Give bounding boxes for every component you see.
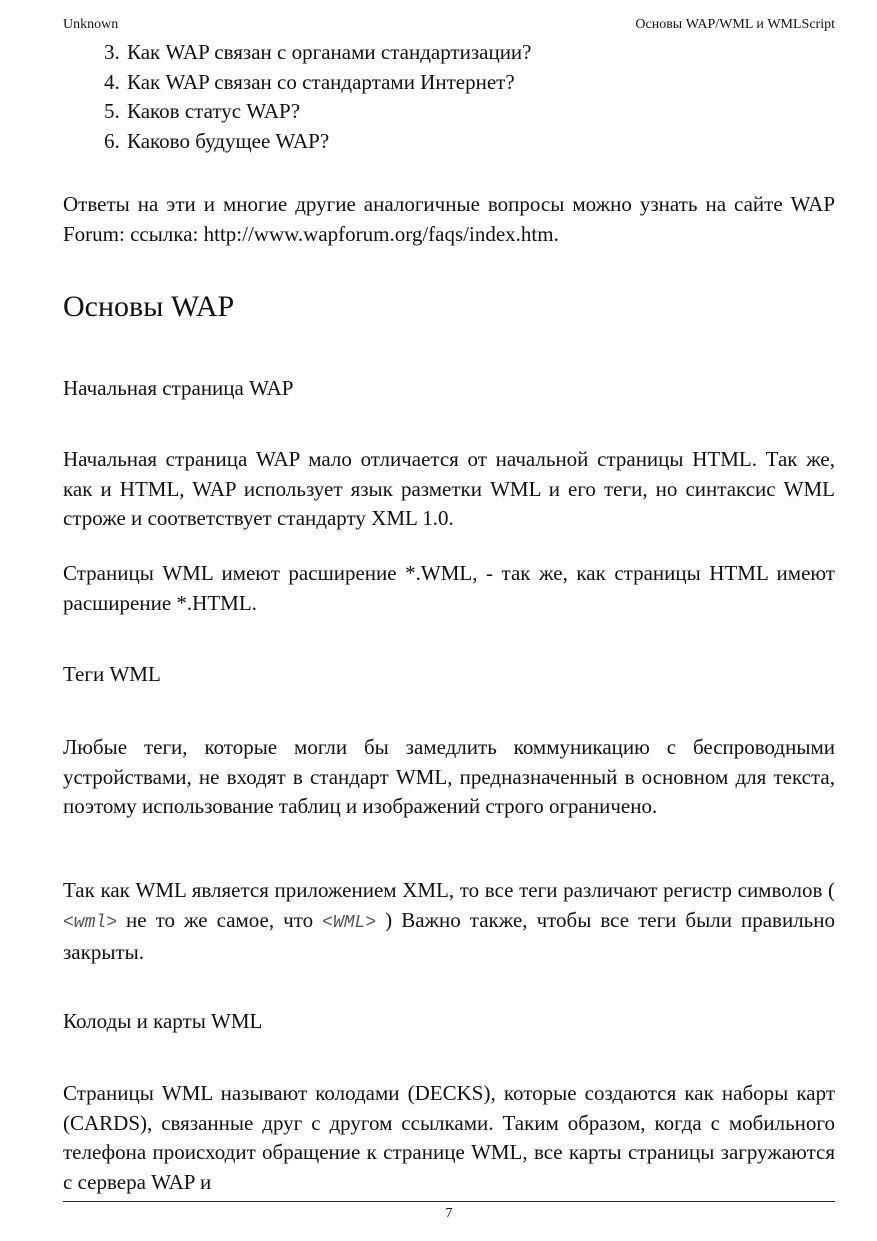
home-paragraph-2: Страницы WML имеют расширение *.WML, - так же, как страницы HTML имеют расширение *.HTML. — [63, 561, 835, 615]
code-lowercase-wml: <wml> — [63, 912, 118, 933]
list-item: 5. Каков статус WAP? — [125, 97, 532, 127]
tags-paragraph-2-text-a: Так как WML является приложением XML, то все теги различают регистр символов ( — [63, 878, 835, 902]
subsection-title-decks: Колоды и карты WML — [63, 1009, 263, 1033]
header-right: Основы WAP/WML и WMLScript — [635, 17, 835, 32]
list-item: 3. Как WAP связан с органами стандартизации? — [125, 38, 532, 68]
section-title: Основы WAP — [63, 290, 235, 323]
tags-paragraph-1: Любые теги, которые могли бы замедлить коммуникацию с беспроводными устройствами, не входят в стандарт WML, предназначенный в основном для текста, поэтому использование таблиц и изображений строго ограничено. — [63, 735, 835, 818]
subsection-title-home: Начальная страница WAP — [63, 376, 294, 400]
tags-paragraph-2-text-c: ) Важно также, чтобы все теги были правильно закрыты. — [63, 907, 835, 964]
tags-paragraph-2 — [63, 876, 835, 968]
answers-paragraph: Ответы на эти и многие другие аналогичные вопросы можно узнать на сайте WAP Forum: ссылка: http://www.wapforum.org/faqs/index.htm. — [63, 192, 835, 246]
header-left: Unknown — [63, 17, 119, 32]
list-item: 6. Каково будущее WAP? — [125, 127, 532, 157]
code-uppercase-wml: <WML> — [322, 912, 377, 933]
page-number: 7 — [445, 1206, 453, 1221]
home-paragraph-1: Начальная страница WAP мало отличается от начальной страницы HTML. Так же, как и HTML, WAP использует язык разметки WML и его теги, но синтаксис WML строже и соответствует стандарту XML 1.0. — [63, 447, 835, 530]
decks-paragraph-1: Страницы WML называют колодами (DECKS), которые создаются как наборы карт (CARDS), связанные друг с другом ссылками. Таким образом, когда с мобильного телефона происходит обращение к странице WML, все карты страницы загружаются с сервера WAP и — [63, 1081, 835, 1194]
document-page — [63, 0, 835, 1241]
list-item: 4. Как WAP связан со стандартами Интернет? — [125, 68, 532, 98]
footer-divider — [63, 1201, 835, 1202]
question-list — [63, 38, 532, 156]
tags-paragraph-2-text-b: не то же самое, что — [117, 907, 323, 932]
subsection-title-tags: Теги WML — [63, 662, 161, 686]
